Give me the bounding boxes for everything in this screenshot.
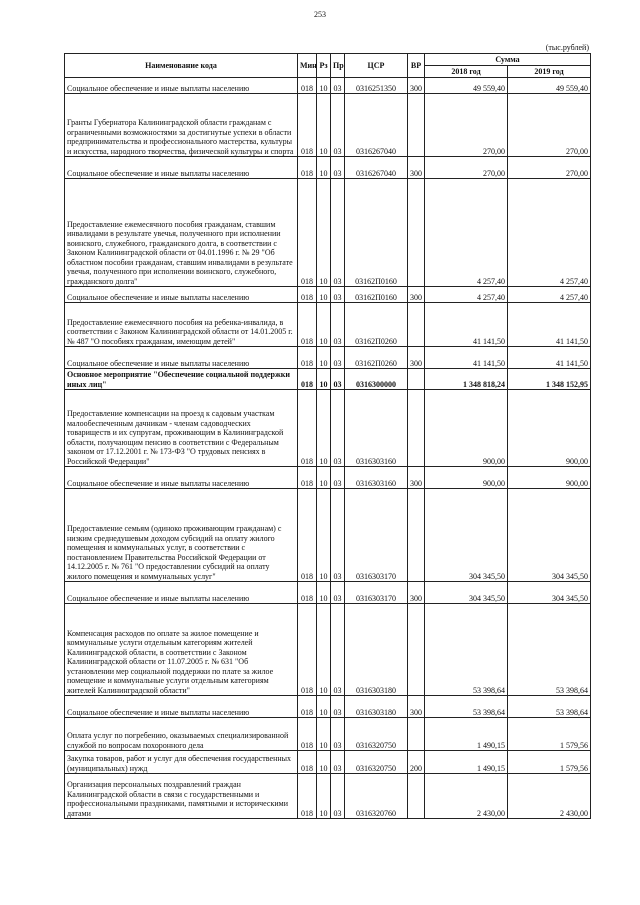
row-section-code: 10	[317, 369, 331, 390]
row-csr-code: 0316300000	[345, 369, 408, 390]
row-subsection-code: 03	[331, 774, 345, 819]
table-row	[65, 347, 591, 369]
row-name: Социальное обеспечение и иные выплаты населению	[65, 287, 298, 303]
row-amount-2019: 900,00	[508, 390, 591, 467]
row-section-code: 10	[317, 157, 331, 179]
row-vr-code: 300	[408, 157, 425, 179]
table-row	[65, 390, 591, 467]
row-name: Компенсация расходов по оплате за жилое помещение и коммунальные услуги отдельным категориям жителей Калининградской области, в соответствии с Законом Калининградской области от 11.07.2005 г. № 631 "Об установлении мер социальной поддержки по плате за жилое помещение и коммунальные услуги отдельным категориям жителей Калининградской области"	[65, 604, 298, 696]
row-amount-2018: 53 398,64	[425, 696, 508, 718]
row-subsection-code: 03	[331, 94, 345, 157]
row-amount-2019: 270,00	[508, 157, 591, 179]
table-row	[65, 179, 591, 287]
row-ministry-code: 018	[298, 774, 317, 819]
row-name: Социальное обеспечение и иные выплаты населению	[65, 696, 298, 718]
row-section-code: 10	[317, 467, 331, 489]
row-amount-2019: 53 398,64	[508, 604, 591, 696]
row-name: Закупка товаров, работ и услуг для обеспечения государственных (муниципальных) нужд	[65, 751, 298, 774]
row-section-code: 10	[317, 287, 331, 303]
row-amount-2018: 4 257,40	[425, 179, 508, 287]
table-row	[65, 489, 591, 582]
header-name: Наименование кода	[65, 54, 298, 78]
row-section-code: 10	[317, 696, 331, 718]
row-vr-code	[408, 718, 425, 751]
row-amount-2018: 270,00	[425, 157, 508, 179]
row-amount-2018: 41 141,50	[425, 347, 508, 369]
row-vr-code: 300	[408, 467, 425, 489]
row-amount-2018: 270,00	[425, 94, 508, 157]
row-amount-2018: 2 430,00	[425, 774, 508, 819]
row-subsection-code: 03	[331, 347, 345, 369]
row-subsection-code: 03	[331, 718, 345, 751]
row-csr-code: 0316267040	[345, 157, 408, 179]
row-ministry-code: 018	[298, 78, 317, 94]
row-vr-code	[408, 303, 425, 347]
row-section-code: 10	[317, 303, 331, 347]
row-amount-2018: 53 398,64	[425, 604, 508, 696]
row-csr-code: 03162П0160	[345, 287, 408, 303]
row-name: Основное мероприятие "Обеспечение социальной поддержки иных лиц"	[65, 369, 298, 390]
row-csr-code: 0316320750	[345, 751, 408, 774]
row-name: Организация персональных поздравлений граждан Калининградской области в связи с государственными и профессиональными праздниками, памятными и историческими датами	[65, 774, 298, 819]
header-sum: Сумма	[425, 54, 591, 66]
row-ministry-code: 018	[298, 303, 317, 347]
table-row	[65, 604, 591, 696]
row-amount-2019: 41 141,50	[508, 303, 591, 347]
row-amount-2018: 41 141,50	[425, 303, 508, 347]
row-vr-code	[408, 369, 425, 390]
row-amount-2018: 900,00	[425, 390, 508, 467]
table-row	[65, 582, 591, 604]
row-csr-code: 0316267040	[345, 94, 408, 157]
row-subsection-code: 03	[331, 78, 345, 94]
row-ministry-code: 018	[298, 157, 317, 179]
row-subsection-code: 03	[331, 390, 345, 467]
row-ministry-code: 018	[298, 179, 317, 287]
row-subsection-code: 03	[331, 287, 345, 303]
row-amount-2018: 304 345,50	[425, 489, 508, 582]
row-name: Социальное обеспечение и иные выплаты населению	[65, 582, 298, 604]
row-name: Социальное обеспечение и иные выплаты населению	[65, 78, 298, 94]
table-row	[65, 718, 591, 751]
row-csr-code: 03162П0260	[345, 303, 408, 347]
row-amount-2018: 1 490,15	[425, 751, 508, 774]
row-name: Гранты Губернатора Калининградской области гражданам с ограниченными возможностями за достигнутые успехи в области предпринимательства и профессионального мастерства, культуры и искусства, народного творчества, физической культуры и спорта	[65, 94, 298, 157]
row-section-code: 10	[317, 489, 331, 582]
row-vr-code	[408, 774, 425, 819]
row-vr-code: 300	[408, 287, 425, 303]
row-section-code: 10	[317, 751, 331, 774]
row-vr-code: 300	[408, 696, 425, 718]
row-amount-2019: 270,00	[508, 94, 591, 157]
row-csr-code: 0316303170	[345, 489, 408, 582]
row-name: Оплата услуг по погребению, оказываемых специализированной службой по вопросам похоронного дела	[65, 718, 298, 751]
row-csr-code: 0316303180	[345, 604, 408, 696]
row-subsection-code: 03	[331, 696, 345, 718]
row-amount-2019: 49 559,40	[508, 78, 591, 94]
row-amount-2018: 900,00	[425, 467, 508, 489]
row-section-code: 10	[317, 347, 331, 369]
row-ministry-code: 018	[298, 489, 317, 582]
table-row	[65, 287, 591, 303]
row-vr-code: 300	[408, 78, 425, 94]
row-amount-2019: 1 348 152,95	[508, 369, 591, 390]
row-amount-2019: 4 257,40	[508, 287, 591, 303]
row-vr-code	[408, 489, 425, 582]
row-section-code: 10	[317, 604, 331, 696]
row-amount-2019: 304 345,50	[508, 489, 591, 582]
row-name: Социальное обеспечение и иные выплаты населению	[65, 157, 298, 179]
header-section: Рз	[317, 54, 331, 78]
row-subsection-code: 03	[331, 604, 345, 696]
header-vr: ВР	[408, 54, 425, 78]
row-subsection-code: 03	[331, 582, 345, 604]
row-subsection-code: 03	[331, 489, 345, 582]
row-subsection-code: 03	[331, 467, 345, 489]
row-vr-code	[408, 179, 425, 287]
row-section-code: 10	[317, 582, 331, 604]
row-ministry-code: 018	[298, 369, 317, 390]
row-subsection-code: 03	[331, 157, 345, 179]
row-amount-2019: 1 579,56	[508, 718, 591, 751]
row-ministry-code: 018	[298, 287, 317, 303]
row-amount-2018: 1 348 818,24	[425, 369, 508, 390]
header-csr: ЦСР	[345, 54, 408, 78]
table-row	[65, 751, 591, 774]
row-section-code: 10	[317, 78, 331, 94]
row-vr-code: 200	[408, 751, 425, 774]
row-ministry-code: 018	[298, 751, 317, 774]
row-ministry-code: 018	[298, 718, 317, 751]
row-amount-2018: 1 490,15	[425, 718, 508, 751]
row-subsection-code: 03	[331, 303, 345, 347]
table-row	[65, 157, 591, 179]
row-csr-code: 0316303170	[345, 582, 408, 604]
header-subsection: Пр	[331, 54, 345, 78]
budget-table	[64, 53, 591, 819]
table-row	[65, 303, 591, 347]
row-vr-code: 300	[408, 347, 425, 369]
row-section-code: 10	[317, 94, 331, 157]
row-csr-code: 0316303160	[345, 467, 408, 489]
table-body	[65, 78, 591, 819]
table-row	[65, 696, 591, 718]
row-amount-2019: 53 398,64	[508, 696, 591, 718]
row-ministry-code: 018	[298, 94, 317, 157]
table-row	[65, 774, 591, 819]
header-year-2019: 2019 год	[508, 66, 591, 78]
row-amount-2018: 304 345,50	[425, 582, 508, 604]
row-csr-code: 03162П0160	[345, 179, 408, 287]
row-amount-2018: 4 257,40	[425, 287, 508, 303]
row-subsection-code: 03	[331, 369, 345, 390]
row-amount-2019: 1 579,56	[508, 751, 591, 774]
row-csr-code: 03162П0260	[345, 347, 408, 369]
row-ministry-code: 018	[298, 467, 317, 489]
row-section-code: 10	[317, 179, 331, 287]
table-row	[65, 369, 591, 390]
table-row	[65, 78, 591, 94]
row-ministry-code: 018	[298, 390, 317, 467]
row-amount-2019: 900,00	[508, 467, 591, 489]
row-csr-code: 0316303160	[345, 390, 408, 467]
row-ministry-code: 018	[298, 696, 317, 718]
row-ministry-code: 018	[298, 347, 317, 369]
row-amount-2019: 4 257,40	[508, 179, 591, 287]
row-section-code: 10	[317, 718, 331, 751]
row-vr-code	[408, 390, 425, 467]
header-ministry: Мин	[298, 54, 317, 78]
row-csr-code: 0316320750	[345, 718, 408, 751]
row-ministry-code: 018	[298, 582, 317, 604]
row-amount-2019: 2 430,00	[508, 774, 591, 819]
row-name: Предоставление компенсации на проезд к садовым участкам малообеспеченным дачникам - членам садоводческих товариществ и их супругам, проживающим в Калининградской области, получающим пенсию в соответствии с Федеральным законом от 17.12.2001 г. № 173-ФЗ "О трудовых пенсиях в Российской Федерации"	[65, 390, 298, 467]
row-subsection-code: 03	[331, 179, 345, 287]
row-section-code: 10	[317, 774, 331, 819]
row-amount-2019: 304 345,50	[508, 582, 591, 604]
row-csr-code: 0316303180	[345, 696, 408, 718]
row-name: Социальное обеспечение и иные выплаты населению	[65, 347, 298, 369]
row-csr-code: 0316320760	[345, 774, 408, 819]
row-name: Предоставление ежемесячного пособия на ребенка-инвалида, в соответствии с Законом Калининградской области от 14.01.2005 г. № 487 "О пособиях гражданам, имеющим детей"	[65, 303, 298, 347]
row-subsection-code: 03	[331, 751, 345, 774]
row-section-code: 10	[317, 390, 331, 467]
row-name: Предоставление семьям (одиноко проживающим гражданам) с низким среднедушевым доходом субсидий на оплату жилого помещения и коммунальных услуг, в соответствии с постановлением Правительства Российской Федерации от 14.12.2005 г. № 761 "О предоставлении субсидий на оплату жилого помещения и коммунальных услуг"	[65, 489, 298, 582]
page-number: 253	[314, 10, 326, 19]
row-vr-code	[408, 94, 425, 157]
table-row	[65, 467, 591, 489]
header-year-2018: 2018 год	[425, 66, 508, 78]
row-vr-code	[408, 604, 425, 696]
row-amount-2018: 49 559,40	[425, 78, 508, 94]
units-label: (тыс.рублей)	[545, 43, 589, 52]
row-vr-code: 300	[408, 582, 425, 604]
row-amount-2019: 41 141,50	[508, 347, 591, 369]
row-ministry-code: 018	[298, 604, 317, 696]
row-name: Социальное обеспечение и иные выплаты населению	[65, 467, 298, 489]
row-csr-code: 0316251350	[345, 78, 408, 94]
table-row	[65, 94, 591, 157]
row-name: Предоставление ежемесячного пособия гражданам, ставшим инвалидами в результате увечья, полученного при исполнении воинского, служебного, гражданского долга, в соответствии с Законом Калининградской области от 04.01.1996 г. № 29 "Об областном пособии гражданам, ставшим инвалидами в результате увечья, полученного при исполнении воинского, служебного, гражданского долга"	[65, 179, 298, 287]
